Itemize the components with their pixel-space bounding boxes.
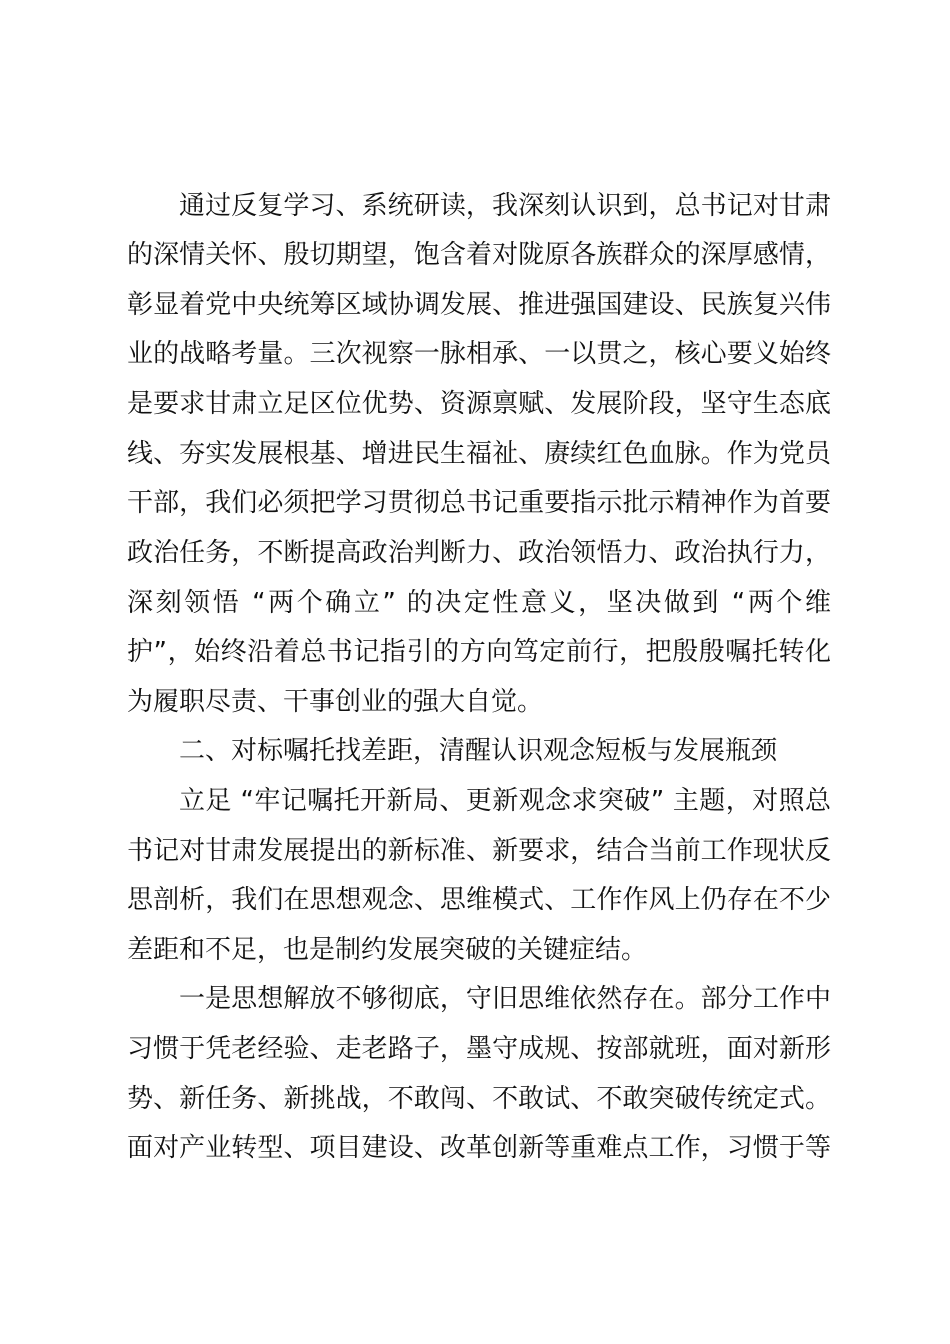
section-heading: 二、对标嘱托找差距，清醒认识观念短板与发展瓶颈 — [179, 736, 778, 766]
text-line: 势、新任务、新挑战，不敢闯、不敢试、不敢突破传统定式。 — [127, 1084, 831, 1114]
text-line: 业的战略考量。三次视察一脉相承、一以贯之，核心要义始终 — [127, 339, 831, 369]
text-line: 立足 “牢记嘱托开新局、更新观念求突破” 主题，对照总 — [179, 786, 831, 816]
text-line: 面对产业转型、项目建设、改革创新等重难点工作，习惯于等 — [127, 1133, 831, 1163]
text-line: 彰显着党中央统筹区域协调发展、推进强国建设、民族复兴伟 — [127, 290, 831, 320]
text-line: 习惯于凭老经验、走老路子，墨守成规、按部就班，面对新形 — [127, 1034, 831, 1064]
text-line: 是要求甘肃立足区位优势、资源禀赋、发展阶段，坚守生态底 — [127, 389, 831, 419]
text-line: 线、夯实发展根基、增进民生福祉、赓续红色血脉。作为党员 — [127, 439, 831, 469]
text-line: 差距和不足，也是制约发展突破的关键症结。 — [127, 935, 648, 965]
text-line: 书记对甘肃发展提出的新标准、新要求，结合当前工作现状反 — [127, 836, 831, 866]
text-line: 思剖析，我们在思想观念、思维模式、工作作风上仍存在不少 — [127, 885, 831, 915]
text-line: 通过反复学习、系统研读，我深刻认识到，总书记对甘肃 — [179, 191, 831, 221]
text-line: 干部，我们必须把学习贯彻总书记重要指示批示精神作为首要 — [127, 488, 831, 518]
text-line: 一是思想解放不够彻底，守旧思维依然存在。部分工作中 — [179, 984, 831, 1014]
text-line: 深刻领悟 “两个确立” 的决定性意义，坚决做到 “两个维 — [127, 588, 831, 618]
text-line: 政治任务，不断提高政治判断力、政治领悟力、政治执行力， — [127, 538, 831, 568]
text-line: 为履职尽责、干事创业的强大自觉。 — [127, 687, 544, 717]
text-line: 的深情关怀、殷切期望，饱含着对陇原各族群众的深厚感情， — [127, 240, 831, 270]
text-line: 护”，始终沿着总书记指引的方向笃定前行，把殷殷嘱托转化 — [127, 637, 831, 667]
